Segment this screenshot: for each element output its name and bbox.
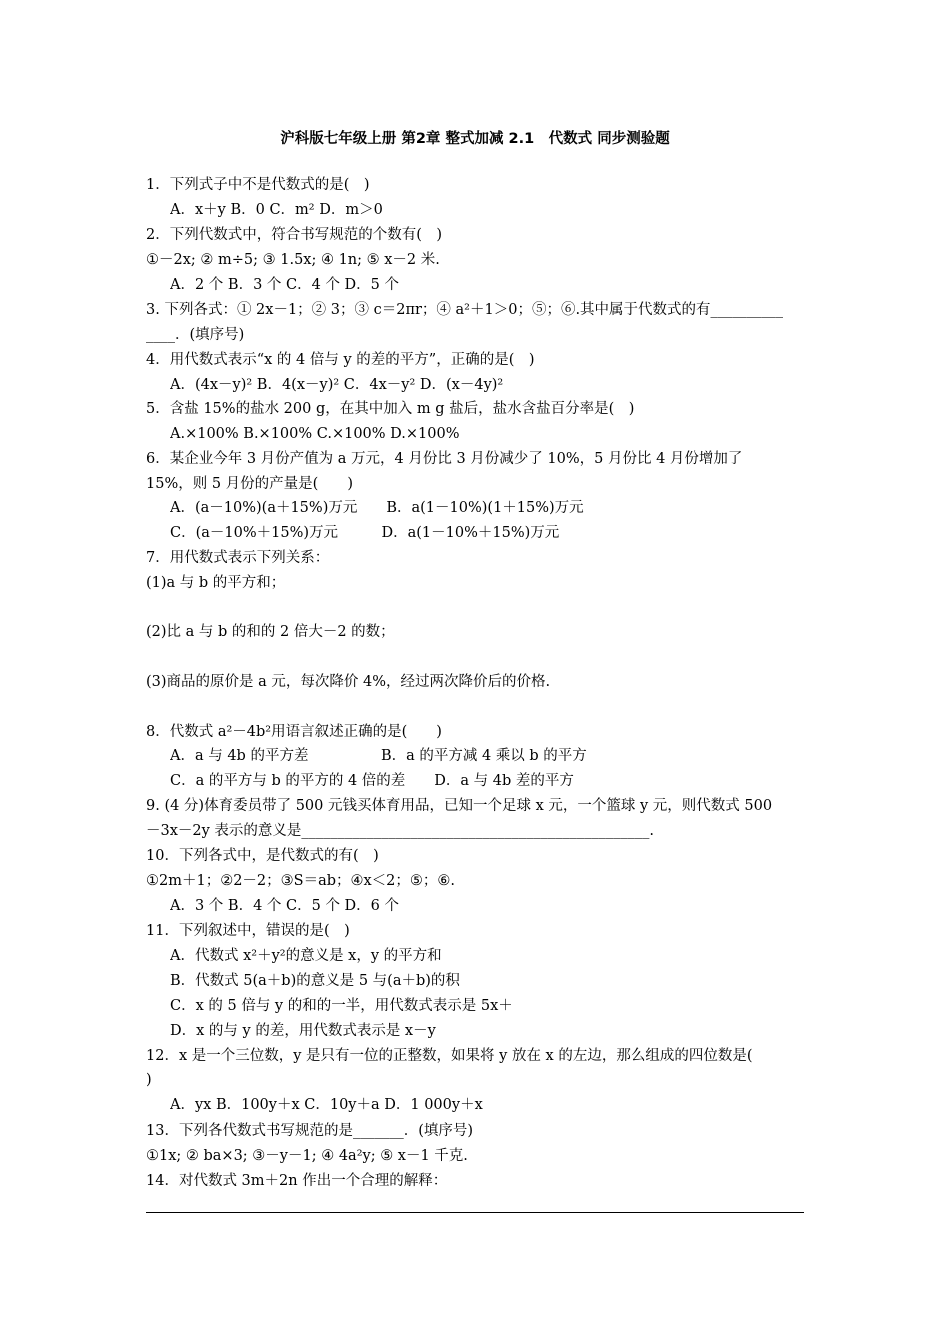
question-12-cont: ) xyxy=(146,1072,152,1088)
question-7-part-1: (1)a 与 b 的平方和； xyxy=(146,575,286,591)
question-7-part-2: (2)比 a 与 b 的和的 2 倍大－2 的数； xyxy=(146,624,395,640)
question-3: 3. 下列各式：① 2x－1；② 3；③ c＝2πr；④ a²＋1＞0；⑤；⑥.其中属于代数式的有__________ xyxy=(146,302,784,318)
question-9: 9. (4 分)体育委员带了 500 元钱买体育用品，已知一个足球 x 元，一个篮球 y 元，则代数式 500 xyxy=(146,798,773,814)
question-2: 2．下列代数式中，符合书写规范的个数有( ) xyxy=(146,227,443,243)
question-2-items: ①－2x; ② m÷5; ③ 1.5x; ④ 1n; ⑤ x－2 米. xyxy=(146,252,440,268)
question-1-options: A．x＋y B．0 C．m² D．m＞0 xyxy=(170,202,383,218)
question-1: 1．下列式子中不是代数式的是( ) xyxy=(146,177,370,193)
question-11-option-c: C．x 的 5 倍与 y 的和的一半，用代数式表示是 5x＋ xyxy=(170,998,513,1014)
answer-line xyxy=(146,1212,804,1213)
question-10-options: A．3 个 B．4 个 C．5 个 D．6 个 xyxy=(170,898,400,914)
question-10: 10．下列各式中，是代数式的有( ) xyxy=(146,848,379,864)
question-10-items: ①2m＋1；②2－2；③S＝ab；④x＜2；⑤；⑥. xyxy=(146,873,456,889)
question-6-cont: 15%，则 5 月份的产量是( ) xyxy=(146,476,353,492)
question-11-option-a: A．代数式 x²＋y²的意义是 x，y 的平方和 xyxy=(170,948,442,964)
question-11-option-b: B．代数式 5(a＋b)的意义是 5 与(a＋b)的积 xyxy=(170,973,460,989)
question-12: 12．x 是一个三位数，y 是只有一位的正整数，如果将 y 放在 x 的左边，那么组成的四位数是( xyxy=(146,1048,753,1064)
question-8-options-ab: A．a 与 4b 的平方差 B．a 的平方减 4 乘以 b 的平方 xyxy=(170,748,587,764)
question-11-option-d: D．x 的与 y 的差，用代数式表示是 x－y xyxy=(170,1023,436,1039)
question-4-options: A．(4x－y)² B．4(x－y)² C．4x－y² D．(x－4y)² xyxy=(170,377,504,393)
question-6-options-ab: A．(a－10%)(a＋15%)万元 B．a(1－10%)(1＋15%)万元 xyxy=(170,500,584,516)
question-11: 11．下列叙述中，错误的是( ) xyxy=(146,923,350,939)
question-7-part-3: (3)商品的原价是 a 元，每次降价 4%，经过两次降价后的价格. xyxy=(146,674,551,690)
question-9-cont: －3x－2y 表示的意义是________________________________________________. xyxy=(146,823,655,839)
question-8-options-cd: C．a 的平方与 b 的平方的 4 倍的差 D．a 与 4b 差的平方 xyxy=(170,773,574,789)
question-13-items: ①1x; ② ba×3; ③－y－1; ④ 4a²y; ⑤ x－1 千克. xyxy=(146,1148,468,1164)
question-8: 8．代数式 a²－4b²用语言叙述正确的是( ) xyxy=(146,724,442,740)
question-5: 5．含盐 15%的盐水 200 g，在其中加入 m g 盐后，盐水含盐百分率是( ) xyxy=(146,401,635,417)
question-6-options-cd: C．(a－10%＋15%)万元 D．a(1－10%＋15%)万元 xyxy=(170,525,560,541)
page-title: 沪科版七年级上册 第2章 整式加减 2.1 代数式 同步测验题 xyxy=(280,131,670,147)
question-7: 7．用代数式表示下列关系： xyxy=(146,550,330,566)
question-13: 13．下列各代数式书写规范的是_______．(填序号) xyxy=(146,1123,474,1139)
question-2-options: A．2 个 B．3 个 C．4 个 D．5 个 xyxy=(170,277,400,293)
question-4: 4．用代数式表示“x 的 4 倍与 y 的差的平方”，正确的是( ) xyxy=(146,352,535,368)
question-6: 6．某企业今年 3 月份产值为 a 万元，4 月份比 3 月份减少了 10%，5 月份比 4 月份增加了 xyxy=(146,451,743,467)
question-12-options: A．yx B．100y＋x C．10y＋a D．1 000y＋x xyxy=(170,1097,483,1113)
question-14: 14．对代数式 3m＋2n 作出一个合理的解释： xyxy=(146,1173,448,1189)
question-3-cont: ____．(填序号) xyxy=(146,327,245,343)
question-5-options: A.×100% B.×100% C.×100% D.×100% xyxy=(170,426,460,442)
